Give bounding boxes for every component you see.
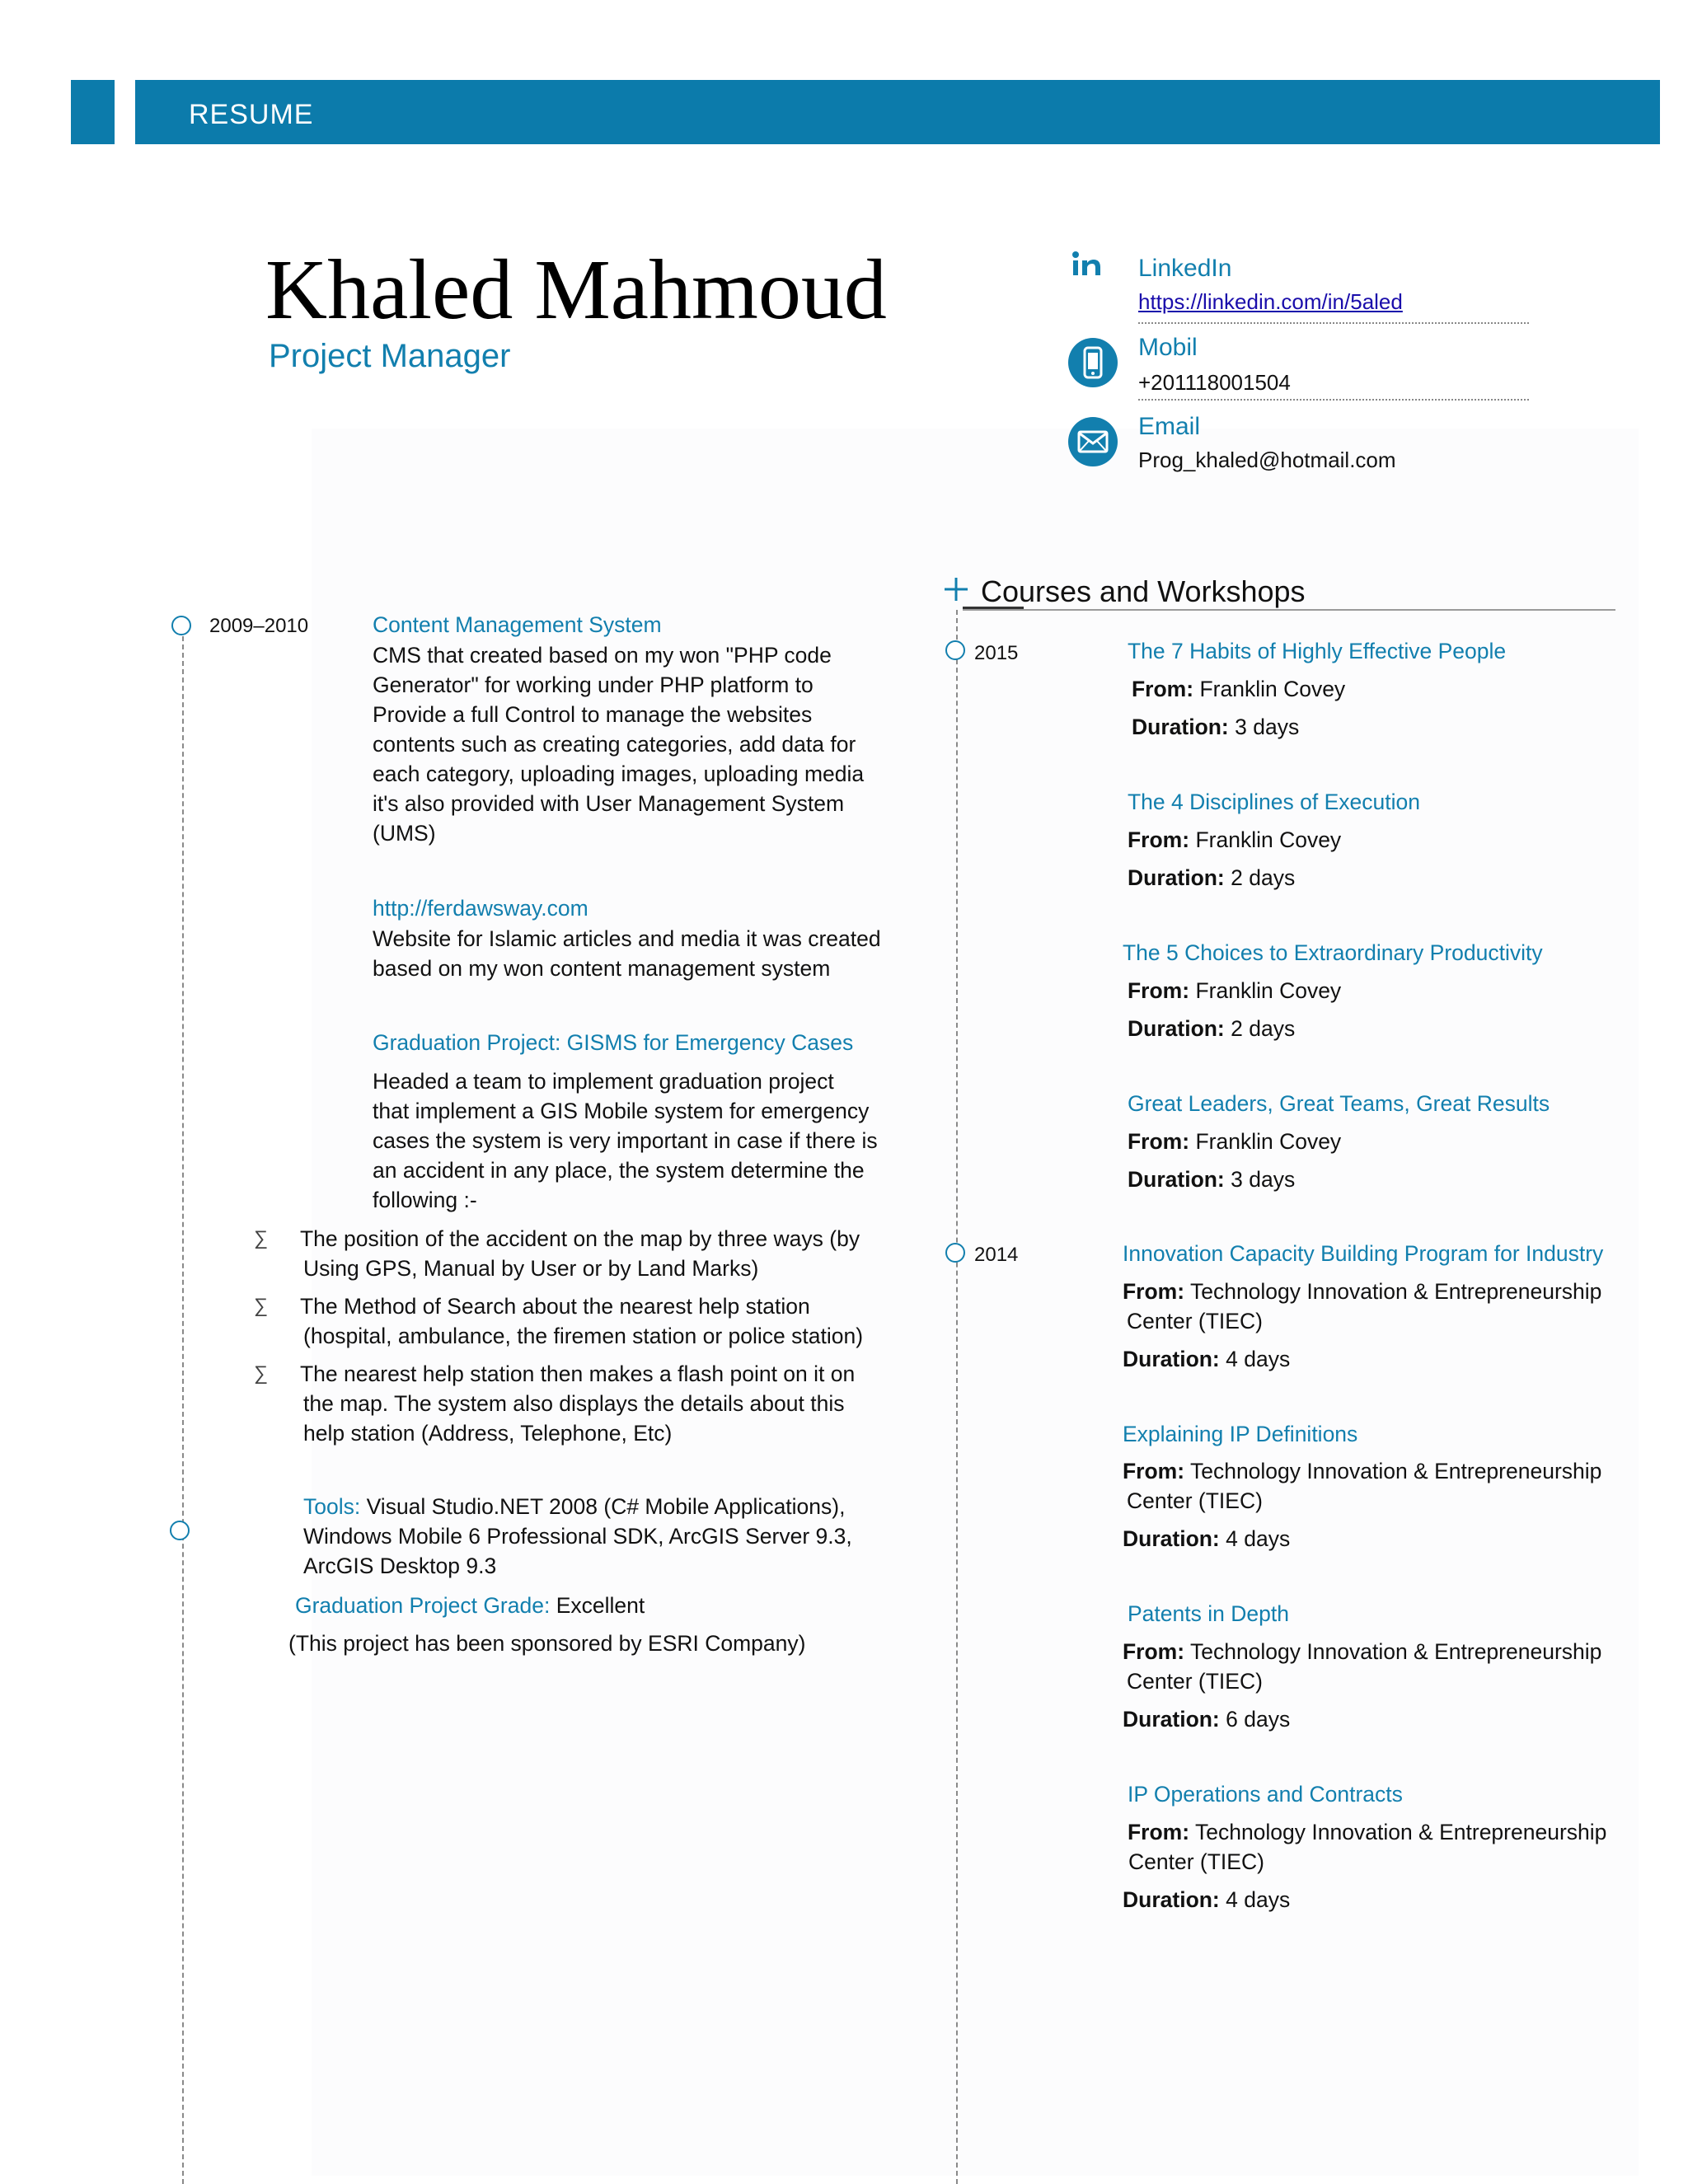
course-duration: Duration: 3 days xyxy=(1128,1167,1296,1192)
heading-underline xyxy=(963,609,1615,611)
project-link[interactable]: http://ferdawsway.com xyxy=(373,896,588,921)
mobile-value: +201118001504 xyxy=(1138,370,1291,395)
course-duration: Duration: 3 days xyxy=(1132,715,1300,739)
course-title: The 7 Habits of Highly Effective People xyxy=(1128,639,1507,663)
bullet-item: The nearest help station then makes a flash point on it on the map. The system also displays the details about this help station (Address, Telephone, Etc) xyxy=(300,1361,856,1446)
course-duration: Duration: 2 days xyxy=(1128,865,1296,890)
heading-underline-accent xyxy=(963,607,1024,609)
course-from: From: Franklin Covey xyxy=(1132,677,1346,701)
tools-label: Tools: xyxy=(303,1494,361,1519)
banner-accent-square xyxy=(71,80,115,144)
course-from: From: Franklin Covey xyxy=(1128,1129,1342,1154)
grade-line xyxy=(295,1591,645,1620)
linkedin-link[interactable]: https://linkedin.com/in/5aled xyxy=(1138,289,1403,314)
course-from: From: Technology Innovation & Entrepreneurship Center (TIEC) xyxy=(1128,1820,1607,1874)
course-title: Innovation Capacity Building Program for Industry xyxy=(1123,1241,1604,1266)
course-title: The 4 Disciplines of Execution xyxy=(1128,790,1420,814)
project-description: CMS that created based on my won "PHP code Generator" for working under PHP platform to Provide a full Control to manage the websites contents such as creating categories, add data for each category, uploading images, uploading media it's also provided with User Management System (UMS) xyxy=(373,643,865,846)
course-from: From: Technology Innovation & Entrepreneurship Center (TIEC) xyxy=(1123,1459,1602,1513)
grade-label: Graduation Project Grade: xyxy=(295,1593,551,1618)
project-title: Graduation Project: GISMS for Emergency Cases xyxy=(373,1030,854,1055)
course-title: The 5 Choices to Extraordinary Productivity xyxy=(1123,940,1543,965)
course-duration: Duration: 2 days xyxy=(1128,1016,1296,1041)
course-duration: Duration: 4 days xyxy=(1123,1347,1291,1371)
linkedin-label: LinkedIn xyxy=(1138,255,1232,282)
project-description: Headed a team to implement graduation project that implement a GIS Mobile system for emergency cases the system is very important in case if there is an accident in any place, the system determine the following :- xyxy=(373,1069,878,1212)
envelope-icon xyxy=(1068,417,1118,466)
email-value: Prog_khaled@hotmail.com xyxy=(1138,448,1396,472)
course-title: IP Operations and Contracts xyxy=(1128,1782,1403,1807)
course-title: Great Leaders, Great Teams, Great Results xyxy=(1128,1091,1550,1116)
course-duration: Duration: 6 days xyxy=(1123,1707,1291,1732)
timeline-node xyxy=(171,616,191,635)
header-banner xyxy=(135,80,1660,144)
divider xyxy=(1138,399,1529,401)
project-description: Website for Islamic articles and media it was created based on my won content management system xyxy=(373,926,881,981)
bullet-symbol: ∑ xyxy=(254,1362,269,1385)
timeline-node xyxy=(945,1243,965,1263)
section-heading: Courses and Workshops xyxy=(981,574,1306,608)
linkedin-icon xyxy=(1071,249,1108,285)
bullet-symbol: ∑ xyxy=(254,1295,269,1317)
email-label: Email xyxy=(1138,413,1201,440)
person-name: Khaled Mahmoud xyxy=(265,242,887,337)
course-duration: Duration: 4 days xyxy=(1123,1887,1291,1912)
course-year: 2014 xyxy=(974,1244,1019,1266)
tools-block: Tools: Visual Studio.NET 2008 (C# Mobile Applications), Windows Mobile 6 Professional SDK, ArcGIS Server 9.3, ArcGIS Desktop 9.3 xyxy=(303,1494,852,1578)
resume-label: RESUME xyxy=(189,99,314,130)
course-title: Explaining IP Definitions xyxy=(1123,1422,1358,1446)
grade-value: Excellent xyxy=(556,1593,645,1618)
course-from: From: Technology Innovation & Entrepreneurship Center (TIEC) xyxy=(1123,1639,1602,1694)
timeline-node xyxy=(945,640,965,660)
course-from: From: Franklin Covey xyxy=(1128,978,1342,1003)
course-year: 2015 xyxy=(974,642,1019,664)
bullet-item: The Method of Search about the nearest help station (hospital, ambulance, the firemen station or police station) xyxy=(300,1294,864,1348)
course-duration: Duration: 4 days xyxy=(1123,1526,1291,1551)
course-title: Patents in Depth xyxy=(1128,1601,1289,1626)
job-title: Project Manager xyxy=(269,338,511,374)
timeline-node xyxy=(170,1521,190,1540)
plus-icon xyxy=(943,576,969,602)
timeline-line xyxy=(182,628,184,2184)
experience-year: 2009–2010 xyxy=(209,615,309,637)
sponsor-note: (This project has been sponsored by ESRI Company) xyxy=(288,1631,806,1656)
bullet-symbol: ∑ xyxy=(254,1227,269,1249)
project-title: Content Management System xyxy=(373,612,662,637)
course-from: From: Technology Innovation & Entrepreneurship Center (TIEC) xyxy=(1123,1279,1602,1333)
mobile-label: Mobil xyxy=(1138,334,1198,361)
phone-icon xyxy=(1068,338,1118,387)
timeline-line xyxy=(956,610,958,2184)
divider xyxy=(1138,322,1529,324)
bullet-item: The position of the accident on the map by three ways (by Using GPS, Manual by User or by Land Marks) xyxy=(300,1226,860,1281)
course-from: From: Franklin Covey xyxy=(1128,827,1342,852)
